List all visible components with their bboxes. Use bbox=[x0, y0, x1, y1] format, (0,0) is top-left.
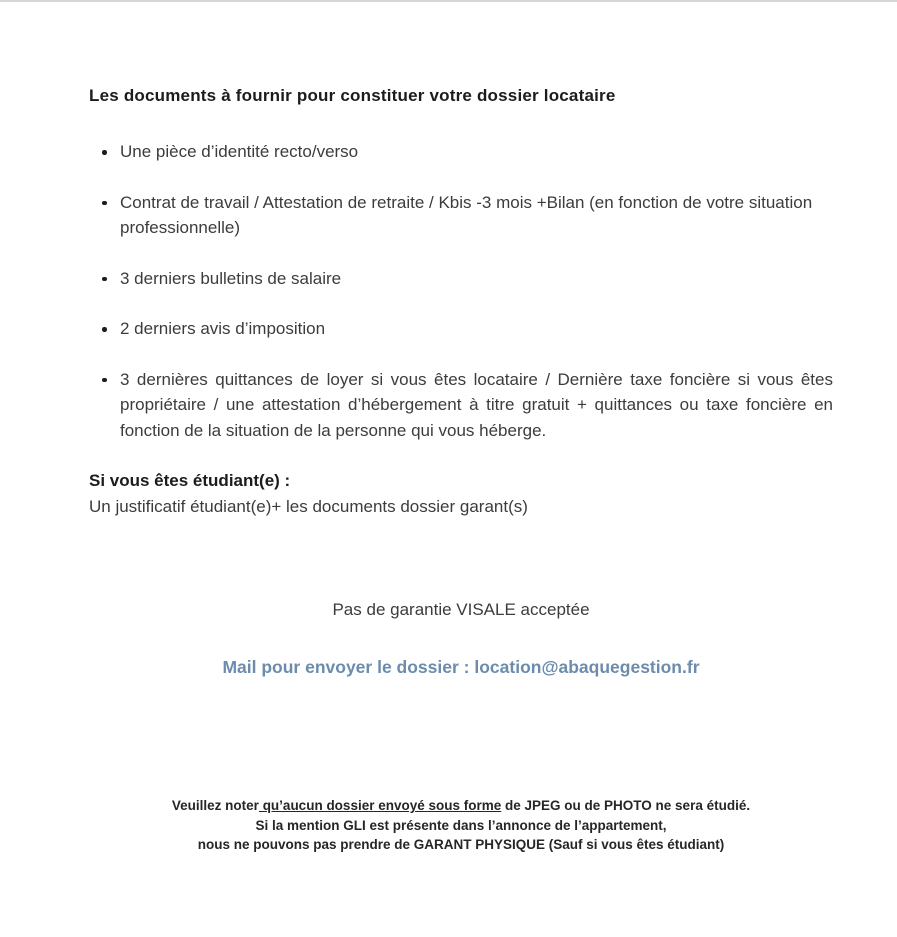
notice-line-1-prefix: Veuillez noter bbox=[171, 798, 259, 813]
list-item-work-contract bbox=[89, 190, 833, 241]
list-item-text: Contrat de travail / Attestation de retraite / Kbis -3 mois +Bilan (en fonction de votre situation professionnelle) bbox=[120, 192, 813, 237]
required-documents-list bbox=[89, 139, 833, 443]
list-item-rent-receipts bbox=[89, 367, 833, 444]
list-item-tax-notices bbox=[89, 316, 833, 342]
notice-line-3: nous ne pouvons pas prendre de GARANT PHYSIQUE (Sauf si vous êtes étudiant) bbox=[197, 837, 725, 852]
list-item-payslips bbox=[89, 266, 833, 292]
list-item-identity bbox=[89, 139, 833, 165]
footer-notice bbox=[89, 796, 833, 855]
notice-line-1 bbox=[89, 796, 833, 816]
notice-line-1-suffix: de JPEG ou de PHOTO ne sera étudié. bbox=[501, 798, 751, 813]
visale-note: Pas de garantie VISALE acceptée bbox=[332, 600, 590, 619]
student-section-heading: Si vous êtes étudiant(e) : bbox=[89, 471, 291, 490]
list-item-text: 3 dernières quittances de loyer si vous êtes locataire / Dernière taxe foncière si vous êtes propriétaire / une attestation d’hébergement à titre gratuit + quittances ou taxe foncière en fonction de la situation de la personne qui vous héberge. bbox=[120, 369, 833, 440]
list-item-text: 3 derniers bulletins de salaire bbox=[120, 268, 342, 288]
list-item-text: Une pièce d’identité recto/verso bbox=[120, 142, 359, 161]
mail-instruction bbox=[89, 655, 833, 681]
student-section bbox=[89, 468, 833, 519]
email-address[interactable]: location@abaquegestion.fr bbox=[474, 656, 700, 677]
page-top-border bbox=[0, 0, 897, 2]
document-title: Les documents à fournir pour constituer votre dossier locataire bbox=[89, 86, 616, 105]
notice-line-2: Si la mention GLI est présente dans l’annonce de l’appartement, bbox=[255, 817, 667, 833]
notice-line-1-underlined: qu’aucun dossier envoyé sous forme bbox=[258, 798, 502, 813]
mail-instruction-label: Mail pour envoyer le dossier : bbox=[222, 656, 475, 677]
student-section-body: Un justificatif étudiant(e)+ les documents dossier garant(s) bbox=[89, 496, 528, 516]
list-item-text: 2 derniers avis d’imposition bbox=[120, 319, 326, 338]
